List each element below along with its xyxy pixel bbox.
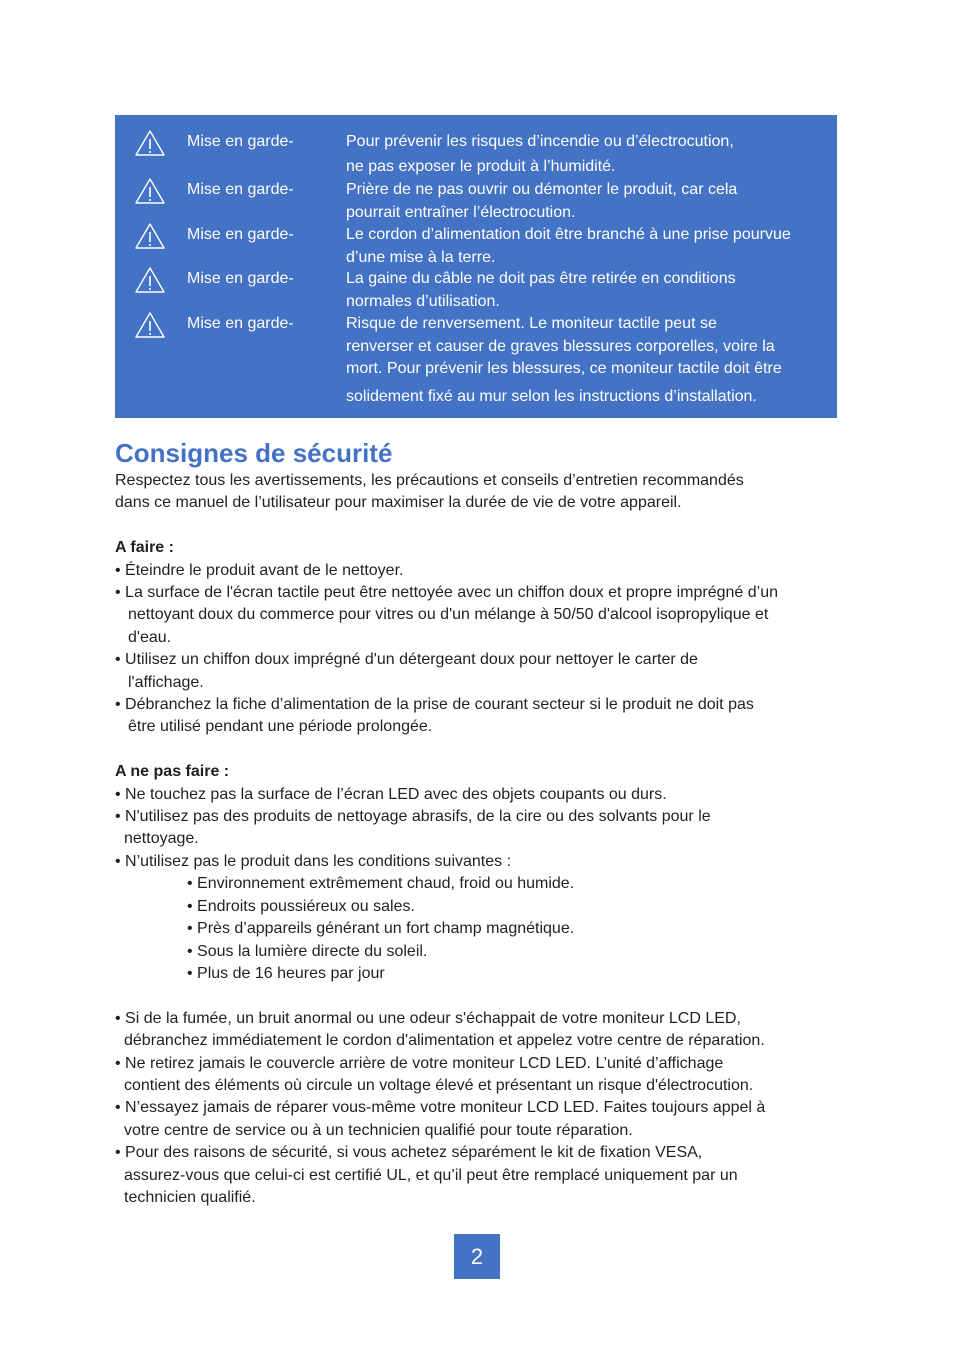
warning-triangle-icon — [134, 177, 166, 205]
list-item: • N’utilisez pas le produit dans les conditions suivantes : — [115, 852, 512, 870]
spacer — [115, 515, 845, 537]
warning-line: Prière de ne pas ouvrir ou démonter le produit, car cela — [346, 181, 738, 198]
list-item-continued: nettoyant doux du commerce pour vitres ou d'un mélange à 50/50 d'alcool isopropylique et — [128, 606, 769, 624]
spacer — [115, 739, 845, 761]
list-item: • Ne touchez pas la surface de l’écran LED avec des objets coupants ou durs. — [115, 785, 667, 803]
warning-label: Mise en garde- — [187, 315, 294, 332]
list-item-continued: débranchez immédiatement le cordon d'alimentation et appelez votre centre de réparation. — [124, 1032, 765, 1050]
warning-label: Mise en garde- — [187, 133, 294, 150]
dont-heading: A ne pas faire : — [115, 763, 230, 781]
warning-line: normales d’utilisation. — [346, 292, 500, 310]
warning-text — [346, 131, 841, 179]
warning-triangle-icon — [134, 129, 166, 157]
warning-line: La gaine du câble ne doit pas être retirée en conditions — [346, 270, 736, 287]
list-item: • Si de la fumée, un bruit anormal ou une odeur s'échappait de votre moniteur LCD LED, — [115, 1009, 741, 1027]
warning-line: d’une mise à la terre. — [346, 248, 496, 266]
list-item-continued: être utilisé pendant une période prolongée. — [128, 718, 433, 736]
page-title: Consignes de sécurité — [115, 438, 393, 468]
list-item: • Ne retirez jamais le couvercle arrière de votre moniteur LCD LED. L’unité d’affichage — [115, 1054, 724, 1072]
list-item-continued: contient des éléments où circule un voltage élevé et présentant un risque d'électrocution. — [124, 1076, 754, 1094]
list-item: • Pour des raisons de sécurité, si vous achetez séparément le kit de fixation VESA, — [115, 1144, 703, 1162]
spacer — [115, 985, 845, 1007]
list-item: • N’essayez jamais de réparer vous-même votre moniteur LCD LED. Faites toujours appel à — [115, 1099, 766, 1117]
list-item-continued: votre centre de service ou à un technicien qualifié pour toute réparation. — [124, 1121, 633, 1139]
warning-line: Pour prévenir les risques d’incendie ou d’électrocution, — [346, 133, 734, 150]
intro-line: Respectez tous les avertissements, les précautions et conseils d’entretien recommandés — [115, 472, 744, 489]
warning-label: Mise en garde- — [187, 270, 294, 287]
list-item: • Éteindre le produit avant de le nettoyer. — [115, 561, 404, 579]
intro-line: dans ce manuel de l’utilisateur pour maximiser la durée de vie de votre appareil. — [115, 494, 682, 512]
warning-box — [115, 115, 837, 418]
list-item: • Débranchez la fiche d’alimentation de la prise de courant secteur si le produit ne doit pas — [115, 696, 754, 714]
warning-text — [346, 179, 841, 224]
warning-text — [346, 313, 841, 408]
do-heading: A faire : — [115, 539, 174, 557]
warning-label: Mise en garde- — [187, 226, 294, 243]
sub-list-item: • Environnement extrêmement chaud, froid ou humide. — [187, 875, 575, 893]
warning-triangle-icon — [134, 222, 166, 250]
warning-line: mort. Pour prévenir les blessures, ce moniteur tactile doit être — [346, 360, 782, 377]
sub-list-item: • Sous la lumière directe du soleil. — [187, 942, 428, 960]
warning-line: Le cordon d’alimentation doit être branché à une prise pourvue — [346, 226, 791, 243]
warning-line: solidement fixé au mur selon les instructions d’installation. — [346, 387, 757, 405]
list-item-continued: technicien qualifié. — [124, 1188, 256, 1206]
list-item-continued: assurez-vous que celui-ci est certifié UL, et qu’il peut être remplacé uniquement par un — [124, 1166, 738, 1184]
warning-triangle-icon — [134, 311, 166, 339]
sub-list-item: • Endroits poussiéreux ou sales. — [187, 897, 415, 915]
warning-line: pourrait entraîner l’électrocution. — [346, 203, 576, 221]
warning-line: renverser et causer de graves blessures corporelles, voire la — [346, 337, 775, 355]
warning-label: Mise en garde- — [187, 181, 294, 198]
warning-text — [346, 268, 841, 313]
list-item-continued: l'affichage. — [128, 673, 204, 691]
warning-line: ne pas exposer le produit à l’humidité. — [346, 158, 616, 175]
sub-list-item: • Plus de 16 heures par jour — [187, 964, 385, 982]
warning-line: Risque de renversement. Le moniteur tactile peut se — [346, 315, 717, 332]
page-number: 2 — [454, 1234, 500, 1279]
list-item-continued: nettoyage. — [124, 830, 199, 848]
safety-content — [115, 470, 845, 1209]
warning-text — [346, 224, 841, 269]
list-item: • N'utilisez pas des produits de nettoyage abrasifs, de la cire ou des solvants pour le — [115, 808, 711, 826]
list-item: • Utilisez un chiffon doux imprégné d'un détergeant doux pour nettoyer le carter de — [115, 651, 698, 669]
warning-triangle-icon — [134, 266, 166, 294]
sub-list-item: • Près d’appareils générant un fort champ magnétique. — [187, 920, 575, 938]
list-item: • La surface de l'écran tactile peut être nettoyée avec un chiffon doux et propre imprégné d’un — [115, 584, 778, 602]
list-item-continued: d'eau. — [128, 628, 172, 646]
